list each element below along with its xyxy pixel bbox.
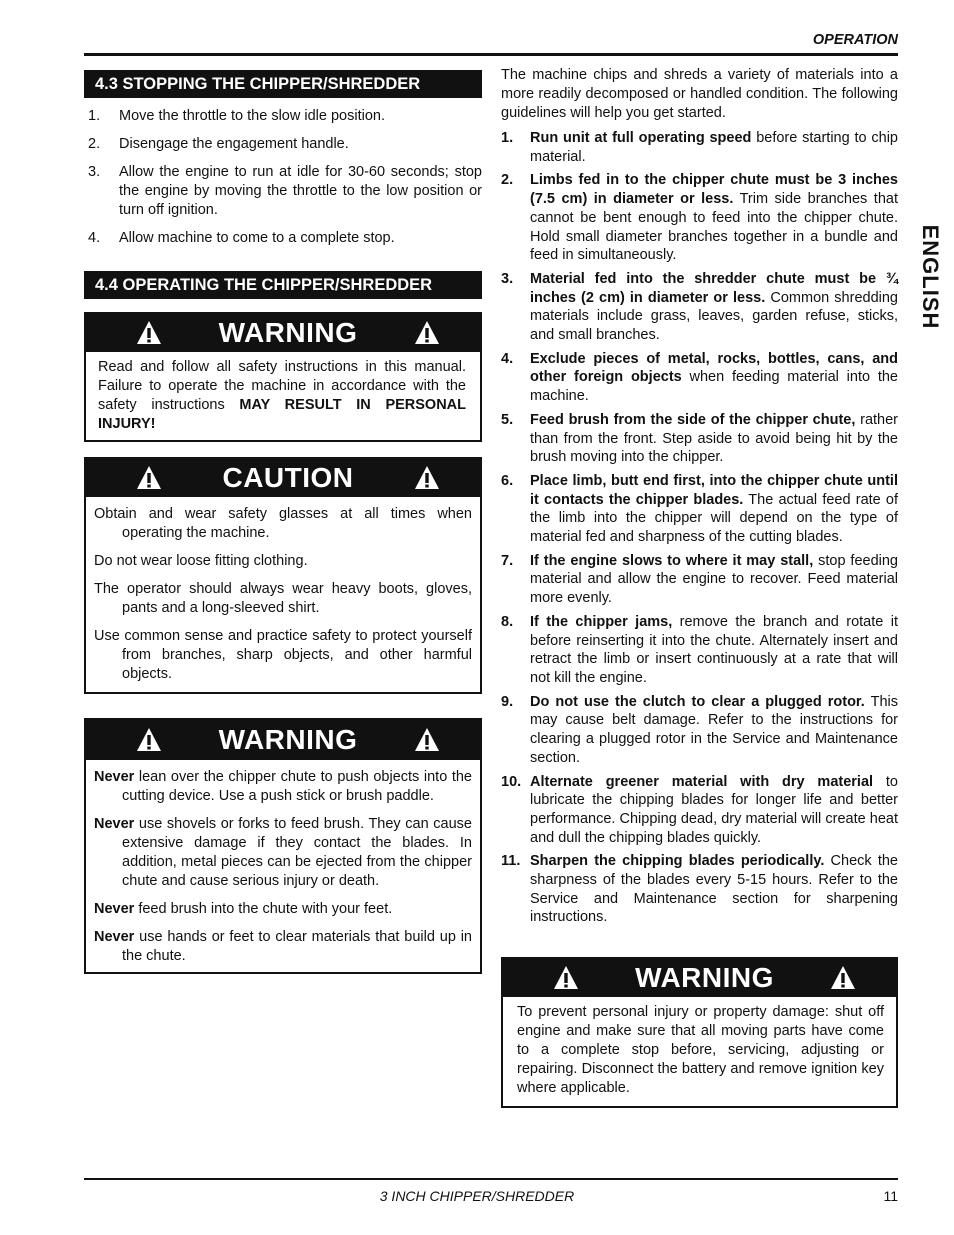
footer-document-title: 3 INCH CHIPPER/SHREDDER	[379, 1188, 575, 1204]
header-rule	[84, 53, 898, 56]
warning-box-body	[86, 352, 480, 440]
guideline-bold-lead: Alternate greener material with dry material	[530, 773, 874, 790]
warning-box-servicing	[501, 957, 898, 1108]
left-column	[84, 70, 482, 974]
step-text: Allow machine to come to a complete stop.	[119, 230, 395, 246]
guideline-number: 8.	[501, 613, 514, 630]
step-text: Allow the engine to run at idle for 30-60 seconds; stop the engine by moving the throttle to the low position or turn off ignition.	[119, 164, 482, 218]
warning-box-header	[503, 959, 896, 997]
guideline-text	[530, 852, 898, 927]
caution-item: Use common sense and practice safety to protect yourself from branches, sharp objects, and other harmful objects.	[94, 628, 472, 682]
section-4-3-heading: 4.3 STOPPING THE CHIPPER/SHREDDER	[84, 70, 482, 98]
footer-rule	[84, 1178, 898, 1180]
guideline-body: Common shredding materials include grass, leaves, garden refuse, sticks, and small branches.	[530, 289, 898, 344]
never-item	[94, 768, 472, 806]
list-item	[84, 163, 482, 220]
guideline-body: stop feeding material and allow the engine to recover. Feed material more evenly.	[530, 552, 898, 607]
guideline-bold-lead: If the engine slows to where it may stall,	[530, 552, 814, 569]
guideline-number: 1.	[501, 130, 514, 146]
warning-text-bold: MAY RESULT IN PERSONAL INJURY!	[98, 397, 467, 432]
list-item	[84, 135, 482, 154]
stopping-steps-list	[84, 107, 482, 248]
warning-box-personal-injury	[84, 312, 482, 442]
guideline-bold-lead: Do not use the clutch to clear a plugged rotor.	[530, 693, 865, 710]
guideline-text	[530, 129, 898, 166]
guideline-body: Trim side branches that cannot be bent enough to feed into the chipper chute. Hold small diameter branches together in a bundle and feed in simultaneously.	[530, 191, 898, 264]
caution-box-header	[86, 459, 480, 497]
step-number: 1.	[88, 108, 101, 124]
warning-triangle-icon	[136, 320, 162, 346]
guideline-number: 11.	[501, 853, 521, 870]
never-lead: Never	[94, 901, 135, 917]
caution-triangle-icon	[136, 465, 162, 491]
never-text: lean over the chipper chute to push objects into the cutting device. Use a push stick or brush paddle.	[122, 769, 472, 804]
warning-title: WARNING	[635, 962, 774, 994]
caution-item: Do not wear loose fitting clothing.	[94, 553, 308, 569]
warning-box-body	[86, 760, 480, 972]
warning-title: WARNING	[218, 724, 358, 755]
guideline-item	[501, 350, 898, 406]
never-text: use shovels or forks to feed brush. They can cause extensive damage if they contact the blades. In addition, metal pieces can be ejected from the chipper chute and cause serious injury or death.	[122, 816, 472, 889]
guideline-number: 4.	[501, 350, 514, 367]
caution-box-body	[86, 497, 480, 692]
list-item	[84, 107, 482, 126]
warning-text	[98, 358, 466, 434]
language-side-tab	[912, 222, 948, 332]
guideline-number: 3.	[501, 270, 514, 287]
step-number: 3.	[88, 164, 101, 180]
step-number: 2.	[88, 136, 101, 152]
caution-item: Obtain and wear safety glasses at all times when operating the machine.	[94, 506, 472, 541]
guideline-item	[501, 552, 898, 608]
warning-box-body	[503, 997, 896, 1106]
guideline-number: 10.	[501, 773, 522, 790]
guideline-item	[501, 472, 898, 547]
guideline-text	[530, 773, 898, 848]
guideline-body: The actual feed rate of the limb into the chipper will depend on the type of material fed and sharpness of the cutting blades.	[530, 491, 899, 546]
step-number: 4.	[88, 230, 101, 246]
warning-triangle-icon	[136, 727, 162, 753]
never-text: use hands or feet to clear materials that build up in the chute.	[122, 929, 472, 964]
caution-triangle-icon	[414, 465, 440, 491]
warning-triangle-icon	[830, 965, 856, 991]
intro-paragraph: The machine chips and shreds a variety of materials into a more readily decomposed or handled condition. The following guidelines will help you get started.	[501, 67, 898, 121]
warning-text-plain: Read and follow all safety instructions in this manual. Failure to operate the machine in accordance with the safety instructions	[98, 359, 466, 413]
guideline-body: Check the sharpness of the blades every 5-15 hours. Refer to the Service and Maintenance section for sharpening instructions.	[530, 853, 898, 926]
guideline-text	[530, 270, 898, 345]
operating-guidelines-list	[501, 129, 898, 927]
guideline-bold-lead: Feed brush from the side of the chipper chute,	[530, 411, 856, 428]
guideline-bold-lead: Place limb, butt end first, into the chipper chute until it contacts the chipper blades.	[530, 472, 898, 508]
warning-triangle-icon	[553, 965, 579, 991]
never-lead: Never	[94, 816, 135, 832]
guideline-body: before starting to chip material.	[530, 130, 898, 165]
caution-box	[84, 457, 482, 694]
guideline-item	[501, 129, 898, 166]
guideline-item	[501, 613, 898, 688]
warning-triangle-icon	[414, 320, 440, 346]
right-column	[501, 66, 898, 1108]
guideline-number: 6.	[501, 472, 514, 489]
guideline-text	[530, 613, 898, 688]
warning-triangle-icon	[414, 727, 440, 753]
section-4-4-heading: 4.4 OPERATING THE CHIPPER/SHREDDER	[84, 271, 482, 299]
guideline-bold-lead: Limbs fed in to the chipper chute must be 3 inches (7.5 cm) in diameter or less.	[530, 172, 898, 208]
guideline-body: remove the branch and rotate it before reinserting it into the chute. Alternately insert and retract the limb or insert continuously at a rate that will not kill the engine.	[530, 613, 898, 686]
guideline-body: to lubricate the chipping blades for longer life and better performance. Chipping dead, dry material will create heat and dull the chipping blades quickly.	[530, 773, 898, 846]
guideline-number: 9.	[501, 693, 514, 710]
guideline-number: 7.	[501, 552, 514, 569]
warning-box-header	[86, 720, 480, 760]
guideline-bold-lead: If the chipper jams,	[530, 613, 673, 630]
guideline-item	[501, 171, 898, 265]
guideline-item	[501, 852, 898, 927]
guideline-text	[530, 693, 898, 768]
warning-box-header	[86, 314, 480, 352]
guideline-item	[501, 270, 898, 345]
caution-title: CAUTION	[222, 462, 354, 493]
warning-title: WARNING	[218, 317, 358, 348]
header-section-label: OPERATION	[812, 32, 898, 48]
warning-box-never	[84, 718, 482, 974]
page-number: 11	[883, 1188, 898, 1204]
guideline-bold-lead: Material fed into the shredder chute must be ¾ inches (2 cm) in diameter or less.	[530, 270, 898, 306]
warning-text: To prevent personal injury or property damage: shut off engine and make sure that all moving parts have come to a complete stop before, servicing, adjusting or repairing. Disconnect the battery and remove ignition key where applicable.	[517, 1004, 884, 1097]
guideline-number: 5.	[501, 411, 514, 428]
guideline-text	[530, 171, 898, 265]
guideline-bold-lead: Sharpen the chipping blades periodically.	[530, 853, 825, 870]
step-text: Move the throttle to the slow idle position.	[119, 108, 385, 124]
never-item	[94, 928, 472, 966]
guideline-bold-lead: Exclude pieces of metal, rocks, bottles, cans, and other foreign objects	[530, 350, 898, 386]
guideline-text	[530, 411, 898, 467]
guideline-bold-lead: Run unit at full operating speed	[530, 130, 752, 146]
guideline-body: rather than from the front. Step aside to avoid being hit by the brush moving into the chipper.	[530, 411, 898, 466]
guideline-text	[530, 350, 898, 406]
guideline-text	[530, 552, 898, 608]
never-lead: Never	[94, 769, 135, 785]
never-item	[94, 900, 472, 919]
guideline-item	[501, 411, 898, 467]
never-text: feed brush into the chute with your feet.	[134, 901, 393, 917]
guideline-body: This may cause belt damage. Refer to the instructions for clearing a plugged rotor in the Service and Maintenance section.	[530, 693, 898, 766]
language-tab-label: ENGLISH	[918, 224, 943, 330]
caution-item: The operator should always wear heavy boots, gloves, pants and a long-sleeved shirt.	[94, 581, 472, 616]
guideline-item	[501, 693, 898, 768]
step-text: Disengage the engagement handle.	[119, 136, 349, 152]
guideline-text	[530, 472, 898, 547]
never-item	[94, 815, 472, 891]
list-item	[84, 229, 482, 248]
guideline-item	[501, 773, 898, 848]
guideline-body: when feeding material into the machine.	[530, 369, 898, 405]
guideline-number: 2.	[501, 172, 514, 189]
never-lead: Never	[94, 929, 135, 945]
